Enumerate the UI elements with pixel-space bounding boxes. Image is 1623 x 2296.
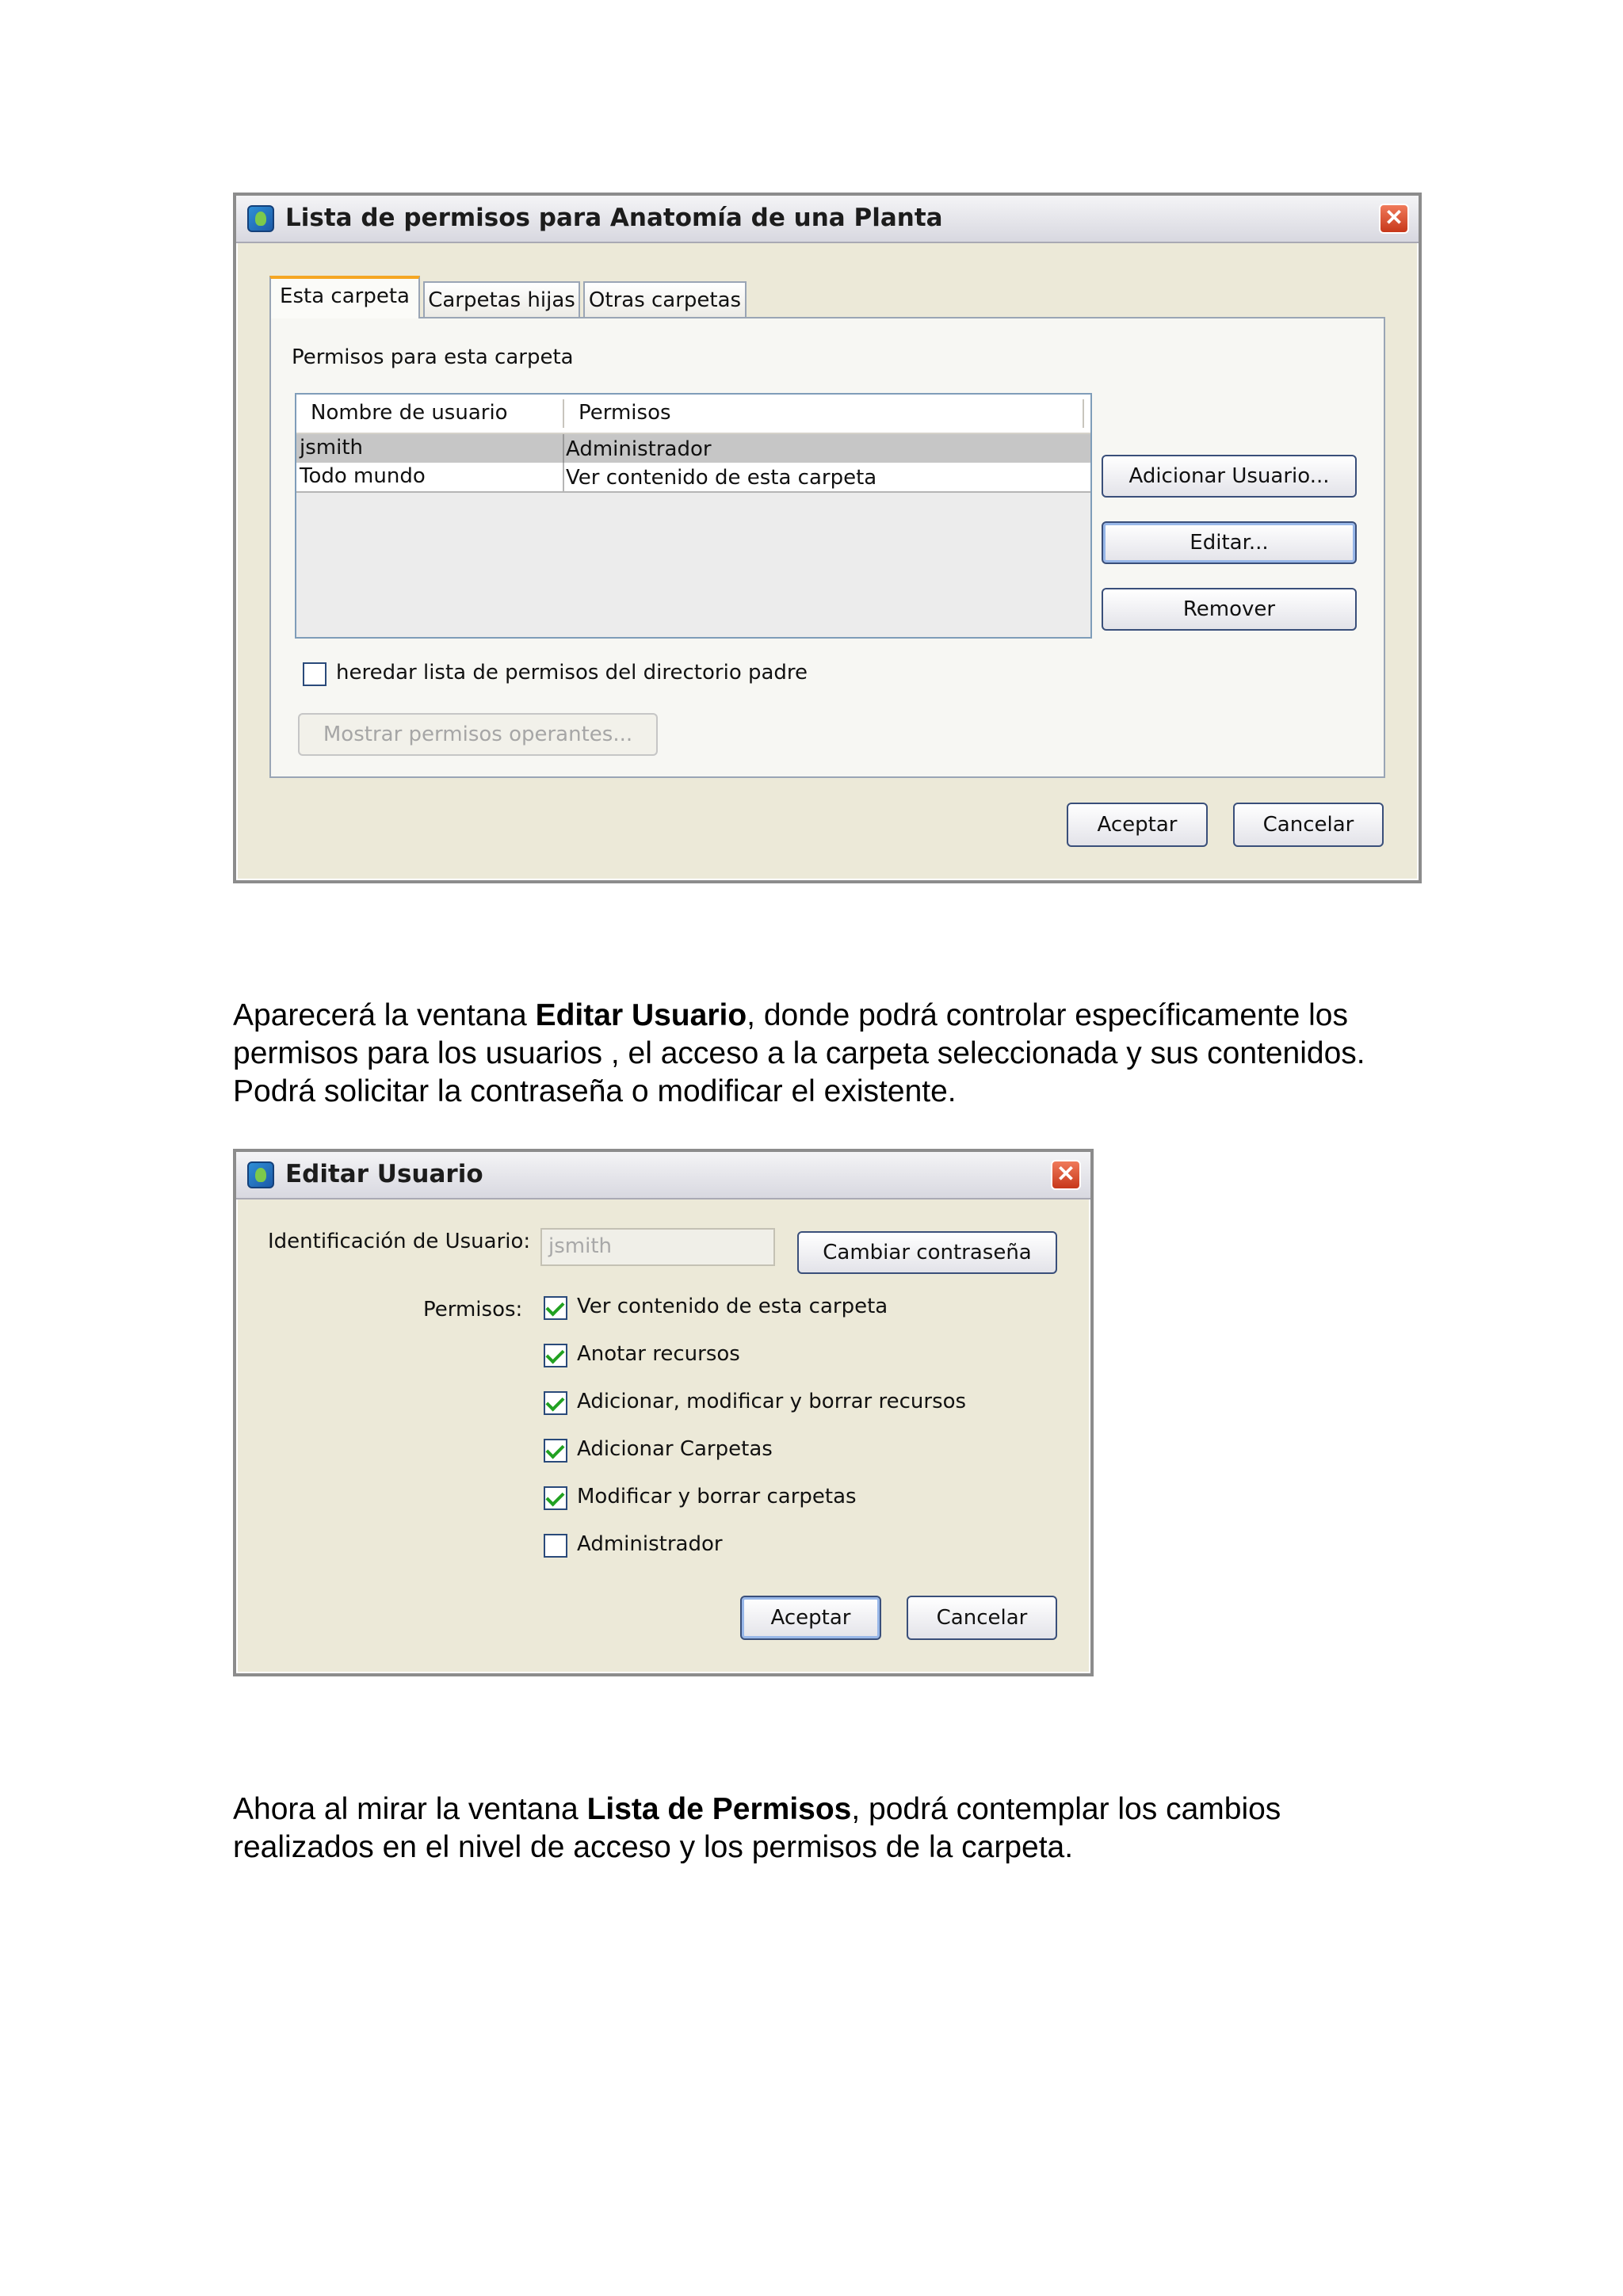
permission-checkbox[interactable] [544,1391,567,1415]
column-header-user[interactable]: Nombre de usuario [311,401,508,425]
permission-label: Modificar y borrar carpetas [577,1485,857,1508]
title-bar [236,1152,1090,1199]
paragraph-edit-user [233,997,1422,1111]
tab-esta-carpeta[interactable]: Esta carpeta [269,276,420,318]
remove-button[interactable]: Remover [1102,588,1357,631]
check-mark-icon [545,1392,564,1411]
section-label: Permisos para esta carpeta [292,345,574,369]
app-icon [247,205,274,232]
cell-permission: Administrador [566,437,712,461]
show-effective-permissions-button[interactable]: Mostrar permisos operantes... [298,713,658,756]
close-button[interactable]: ✕ [1379,204,1409,234]
cancel-button[interactable]: Cancelar [907,1596,1057,1640]
tab-otras-carpetas[interactable]: Otras carpetas [583,281,747,318]
check-mark-icon [545,1487,564,1506]
paragraph-text: , donde podrá controlar específicamente los permisos para los usuarios , el acceso a la carpeta seleccionada y sus contenidos. Podrá solicitar la contraseña o modificar el existente. [233,998,1365,1108]
paragraph-text: , podrá contemplar los cambios realizados en el nivel de acceso y los permisos de la carpeta. [233,1792,1281,1864]
cell-divider [563,434,564,463]
add-user-button[interactable]: Adicionar Usuario... [1102,455,1357,498]
paragraph-permissions-list [233,1791,1422,1867]
permission-checkbox[interactable] [544,1296,567,1320]
title-bar [236,196,1419,243]
window-title: Lista de permisos para Anatomía de una Planta [285,204,943,232]
paragraph-text: Aparecerá la ventana [233,998,536,1032]
user-id-label: Identificación de Usuario: [268,1230,531,1253]
edit-user-window [233,1149,1094,1676]
permission-label: Anotar recursos [577,1342,740,1366]
permissions-label: Permisos: [423,1298,523,1322]
permission-checkbox[interactable] [544,1486,567,1510]
tab-carpetas-hijas[interactable]: Carpetas hijas [423,281,580,318]
cell-permission: Ver contenido de esta carpeta [566,466,877,490]
edit-button[interactable]: Editar... [1102,521,1357,564]
permission-label: Ver contenido de esta carpeta [577,1295,888,1318]
permission-checkbox[interactable] [544,1344,567,1367]
check-mark-icon [545,1344,564,1363]
accept-button[interactable]: Aceptar [740,1596,881,1640]
inherit-label: heredar lista de permisos del directorio padre [336,661,808,685]
permissions-table [295,393,1092,639]
check-mark-icon [545,1297,564,1316]
table-row[interactable] [296,434,1090,463]
permission-label: Adicionar Carpetas [577,1437,773,1461]
permission-label: Adicionar, modificar y borrar recursos [577,1390,967,1413]
permission-checkbox[interactable] [544,1439,567,1463]
cell-user: Todo mundo [300,464,426,488]
cell-user: jsmith [300,436,363,460]
table-row[interactable] [296,463,1090,493]
cancel-button[interactable]: Cancelar [1233,803,1384,847]
tab-panel [269,317,1385,778]
paragraph-text: Ahora al mirar la ventana [233,1792,587,1826]
change-password-button[interactable]: Cambiar contraseña [797,1231,1057,1274]
app-icon [247,1161,274,1188]
table-header [296,395,1090,434]
permission-checkbox[interactable] [544,1534,567,1558]
check-mark-icon [545,1440,564,1459]
column-divider [563,399,564,428]
paragraph-bold: Lista de Permisos [586,1792,852,1826]
user-id-field[interactable]: jsmith [540,1228,775,1266]
window-title: Editar Usuario [285,1160,483,1188]
permissions-list-window [233,193,1422,883]
paragraph-bold: Editar Usuario [535,998,747,1032]
permission-label: Administrador [577,1532,723,1556]
column-divider [1083,399,1084,428]
close-button[interactable]: ✕ [1051,1160,1081,1190]
cell-divider [563,463,564,491]
accept-button[interactable]: Aceptar [1067,803,1208,847]
column-header-permission[interactable]: Permisos [579,401,671,425]
inherit-checkbox[interactable] [303,662,327,686]
